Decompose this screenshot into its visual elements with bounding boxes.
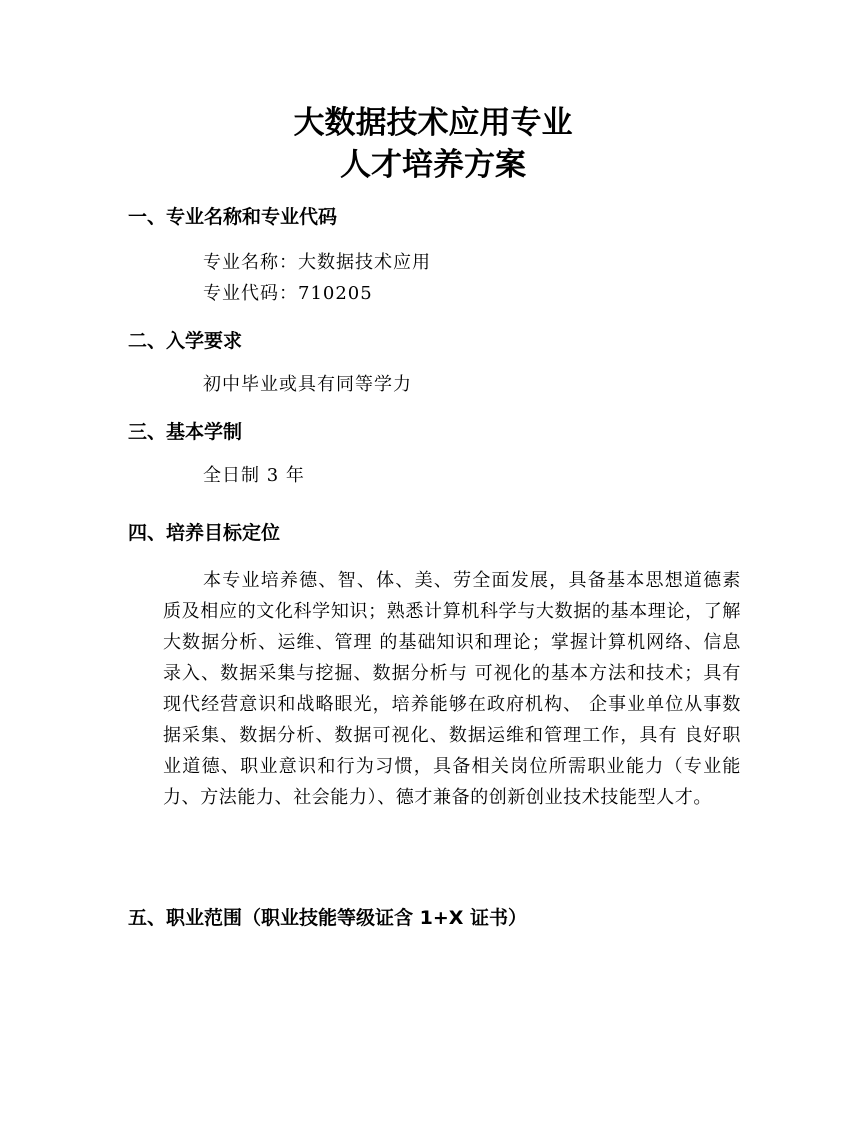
major-code-line: 专业代码：710205: [203, 283, 373, 304]
section-heading-admission: 二、入学要求: [128, 330, 243, 352]
section-heading-career-scope: 五、职业范围（职业技能等级证含 1+X 证书）: [128, 907, 528, 929]
document-title-line2: 人才培养方案: [340, 147, 526, 183]
major-name-line: 专业名称：大数据技术应用: [203, 252, 431, 273]
training-goal-paragraph: 本专业培养德、智、体、美、劳全面发展，具备基本思想道德素质及相应的文化科学知识；熟悉计算机科学与大数据的基本理论，了解大数据分析、运维、管理 的基础知识和理论；掌握计算机网络、信息录入、数据采集与挖掘、数据分析与 可视化的基本方法和技术；具有现代经营意识和战略眼光，培养能够在政府机构、 企事业单位从事数据采集、数据分析、数据可视化、数据运维和管理工作，具有 良好职业道德、职业意识和行为习惯，具备相关岗位所需职业能力（专业能力、方法能力、社会能力）、德才兼备的创新创业技术技能型人才。: [163, 570, 741, 808]
section-heading-major-name-code: 一、专业名称和专业代码: [128, 206, 338, 228]
document-title-line1: 大数据技术应用专业: [293, 105, 573, 141]
section-heading-duration: 三、基本学制: [128, 421, 243, 443]
section-heading-training-goal: 四、培养目标定位: [128, 522, 281, 544]
admission-requirement-line: 初中毕业或具有同等学力: [203, 374, 412, 395]
study-duration-line: 全日制 3 年: [203, 465, 305, 486]
